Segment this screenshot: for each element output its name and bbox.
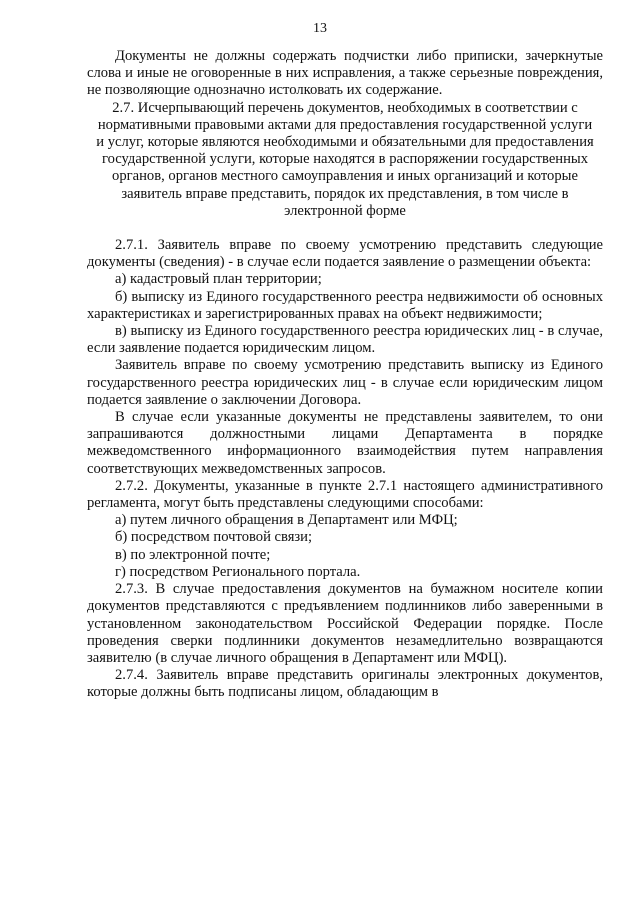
list-item-2-7-2-d: г) посредством Регионального портала. <box>115 563 361 580</box>
paragraph-2-7-3: 2.7.3. В случае предоставления документов на бумажном носителе копии документов представляются с предъявлением подлинников либо заверенными в установленном законодательством Российской Федерации порядке. После проведения сверки подлинники документов незамедлительно возвращаются заявителю (в случае личного обращения в Департамент или МФЦ). <box>87 581 603 666</box>
paragraph-interagency: В случае если указанные документы не представлены заявителем, то они запрашиваются должностными лицами Департамента в порядке межведомственного информационного взаимодействия путем направления соответствующих межведомственных запросов. <box>87 409 603 477</box>
list-item-2-7-1-a: а) кадастровый план территории; <box>115 271 322 288</box>
page-number: 13 <box>313 21 327 36</box>
list-item-2-7-2-b: б) посредством почтовой связи; <box>115 529 313 546</box>
paragraph-egrul: Заявитель вправе по своему усмотрению представить выписку из Единого государственного реестра юридических лиц - в случае если юридическим лицом подается заявление о заключении Договора. <box>87 357 603 408</box>
section-heading: 2.7. Исчерпывающий перечень документов, необходимых в соответствии с нормативными правовыми актами для предоставления государственной услуги и услуг, которые являются необходимыми и обязательными для предоставления государственной услуги, которые находятся в распоряжении государственных органов, органов местного самоуправления и иных организаций и которые заявитель вправе представить, порядок их представления, в том числе в электронной форме <box>96 99 594 219</box>
body-text <box>87 48 603 702</box>
list-item-2-7-1-b: б) выписку из Единого государственного реестра недвижимости об основных характеристиках и зарегистрированных правах на объект недвижимости; <box>87 288 603 322</box>
paragraph-2-7-4: 2.7.4. Заявитель вправе представить оригиналы электронных документов, которые должны быть подписаны лицом, обладающим в <box>87 667 603 701</box>
list-item-2-7-2-c: в) по электронной почте; <box>115 546 271 563</box>
paragraph-2-7-2: 2.7.2. Документы, указанные в пункте 2.7.1 настоящего административного регламента, могут быть представлены следующими способами: <box>87 477 603 512</box>
paragraph-2-7-1: 2.7.1. Заявитель вправе по своему усмотрению представить следующие документы (сведения) - в случае если подается заявление о размещении объекта: <box>87 237 603 271</box>
list-item-2-7-1-c: в) выписку из Единого государственного реестра юридических лиц - в случае, если заявление подается юридическим лицом. <box>87 323 603 357</box>
intro-paragraph: Документы не должны содержать подчистки либо приписки, зачеркнутые слова и иные не оговоренные в них исправления, а также серьезные повреждения, не позволяющие однозначно истолковать их содержание. <box>87 48 603 99</box>
list-item-2-7-2-a: а) путем личного обращения в Департамент или МФЦ; <box>115 512 458 529</box>
